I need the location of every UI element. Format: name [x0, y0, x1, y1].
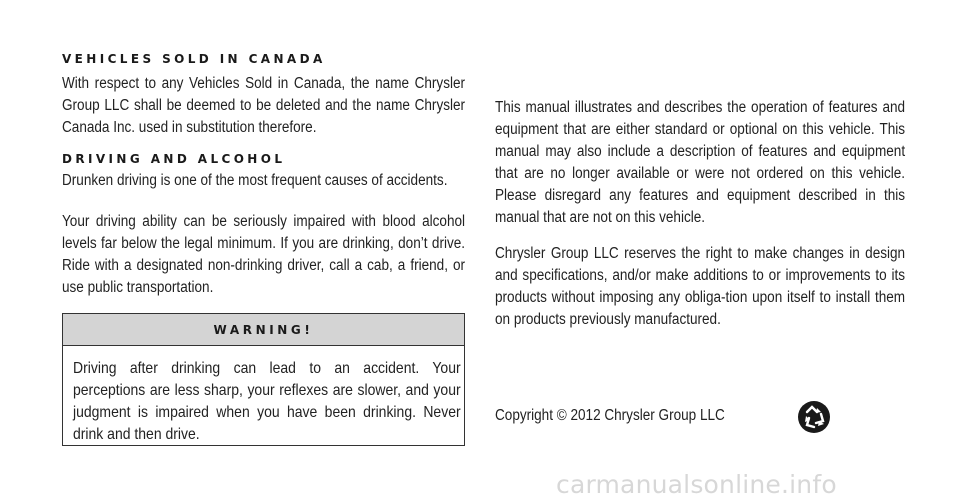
warning-box [62, 313, 465, 446]
recycle-logo-icon [797, 400, 831, 434]
paragraph-driving-ability: Your driving ability can be seriously impaired with blood alcohol levels far below the legal minimum. If you are drinking, don’t drive. Ride with a designated non-drinking driver, call a cab, a friend, or use public transportation. [62, 213, 466, 296]
paragraph-manual-description: This manual illustrates and describes the operation of features and equipment that are either standard or optional on this vehicle. This manual may also include a description of features and equipment that are no longer available or were not ordered on this vehicle. Please disregard any features and equipment described in this manual that are not on this vehicle. [495, 99, 906, 226]
paragraph-canada: With respect to any Vehicles Sold in Canada, the name Chrysler Group LLC shall be deemed to be deleted and the name Chrysler Canada Inc. used in substitution therefore. [62, 75, 466, 136]
warning-header [63, 314, 464, 346]
warning-text: Driving after drinking can lead to an accident. Your perceptions are less sharp, your reflexes are slower, and your judgment is impaired when you have been drinking. Never drink and then drive. [73, 360, 461, 443]
paragraph-drunken-driving: Drunken driving is one of the most frequent causes of accidents. [62, 172, 448, 189]
heading-driving-and-alcohol: DRIVING AND ALCOHOL [62, 152, 286, 166]
copyright-text: Copyright © 2012 Chrysler Group LLC [495, 407, 725, 424]
heading-vehicles-sold-in-canada: VEHICLES SOLD IN CANADA [62, 52, 326, 66]
watermark-text: carmanualsonline.info [556, 470, 837, 499]
paragraph-reserves-right: Chrysler Group LLC reserves the right to make changes in design and specifications, and/or make additions to or improvements to its products without imposing any obliga-tion upon itself to install them on products previously manufactured. [495, 245, 906, 328]
warning-title: WARNING! [213, 322, 314, 337]
